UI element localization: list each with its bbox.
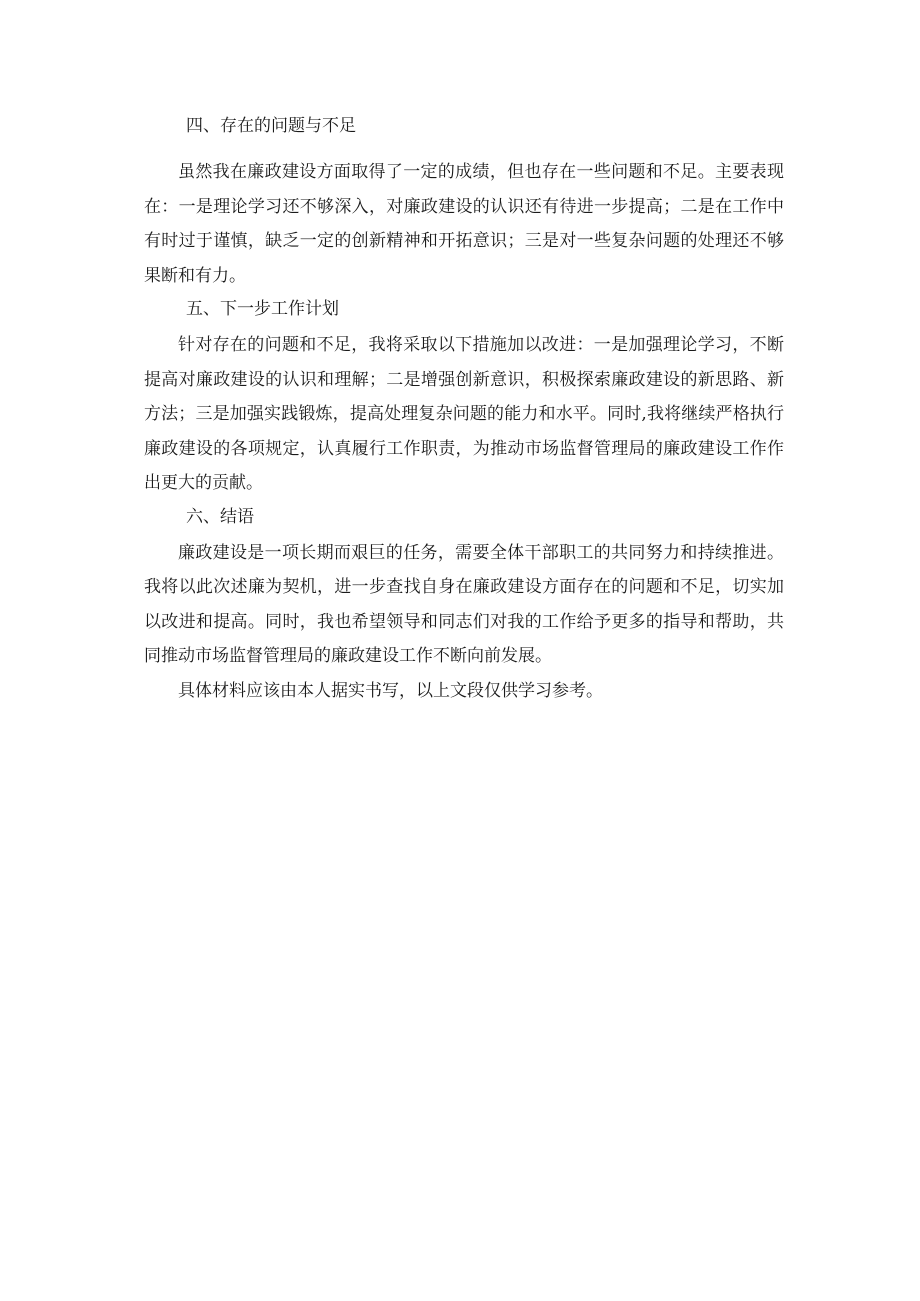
section-heading-problems: 四、存在的问题与不足 [186, 116, 356, 136]
document-body [144, 112, 784, 708]
section-heading-next-plan: 五、下一步工作计划 [186, 299, 339, 319]
section-paragraph-problems: 虽然我在廉政建设方面取得了一定的成绩，但也存在一些问题和不足。主要表现在：一是理论学习还不够深入，对廉政建设的认识还有待进一步提高；二是在工作中有时过于谨慎，缺乏一定的创新精神和开拓意识；三是对一些复杂问题的处理还不够果断和有力。 [144, 162, 784, 286]
section-paragraph-conclusion: 廉政建设是一项长期而艰巨的任务，需要全体干部职工的共同努力和持续推进。我将以此次述廉为契机，进一步查找自身在廉政建设方面存在的问题和不足，切实加以改进和提高。同时，我也希望领导和同志们对我的工作给予更多的指导和帮助，共同推动市场监督管理局的廉政建设工作不断向前发展。 [144, 542, 784, 666]
section-paragraph-next-plan: 针对存在的问题和不足，我将采取以下措施加以改进：一是加强理论学习，不断提高对廉政建设的认识和理解；二是增强创新意识，积极探索廉政建设的新思路、新方法；三是加强实践锻炼，提高处理复杂问题的能力和水平。同时,我将继续严格执行廉政建设的各项规定，认真履行工作职责，为推动市场监督管理局的廉政建设工作作出更大的贡献。 [144, 335, 784, 493]
section-paragraph-disclaimer: 具体材料应该由本人据实书写，以上文段仅供学习参考。 [178, 680, 603, 701]
section-heading-conclusion: 六、结语 [186, 506, 254, 527]
